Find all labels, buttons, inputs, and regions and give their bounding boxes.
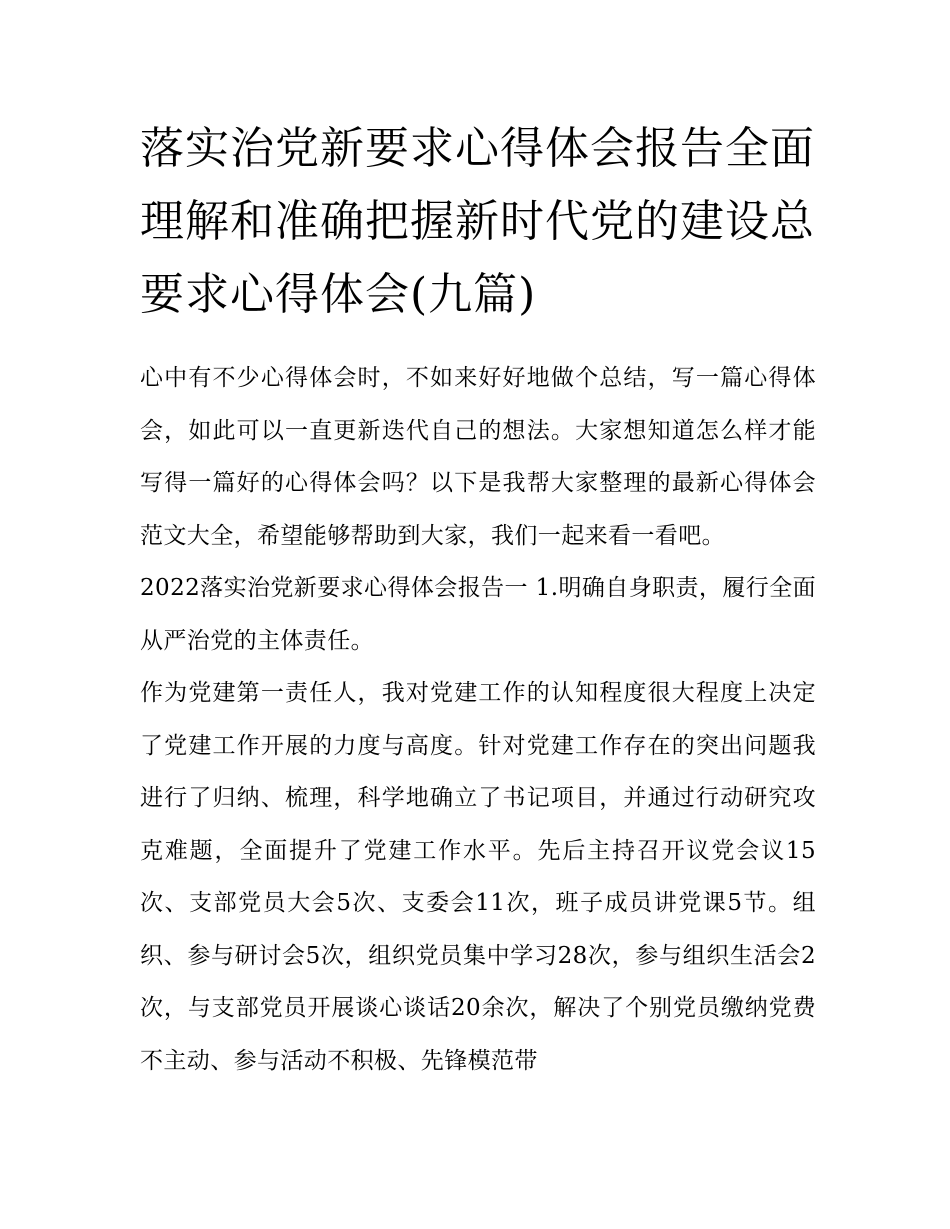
document-title: 落实治党新要求心得体会报告全面理解和准确把握新时代党的建设总要求心得体会(九篇) <box>140 123 815 320</box>
paragraph-content: 作为党建第一责任人，我对党建工作的认知程度很大程度上决定了党建工作开展的力度与高度。针对党建工作存在的突出问题我进行了归纳、梳理，科学地确立了书记项目，并通过行动研究攻克难题，全面提升了党建工作水平。先后主持召开议党会议15次、支部党员大会5次、支委会11次，班子成员讲党课5节。组织、参与研讨会5次，组织党员集中学习28次，参与组织生活会2次，与支部党员开展谈心谈话20余次，解决了个别党员缴纳党费不主动、参与活动不积极、先锋模范带 <box>140 680 816 1074</box>
document-body <box>140 352 816 1087</box>
paragraph-intro: 心中有不少心得体会时，不如来好好地做个总结，写一篇心得体会，如此可以一直更新迭代自己的想法。大家想知道怎么样才能写得一篇好的心得体会吗？以下是我帮大家整理的最新心得体会范文大全，希望能够帮助到大家，我们一起来看一看吧。 <box>140 365 816 549</box>
paragraph-section-heading: 2022落实治党新要求心得体会报告一 1.明确自身职责，履行全面从严治党的主体责任。 <box>140 575 816 654</box>
